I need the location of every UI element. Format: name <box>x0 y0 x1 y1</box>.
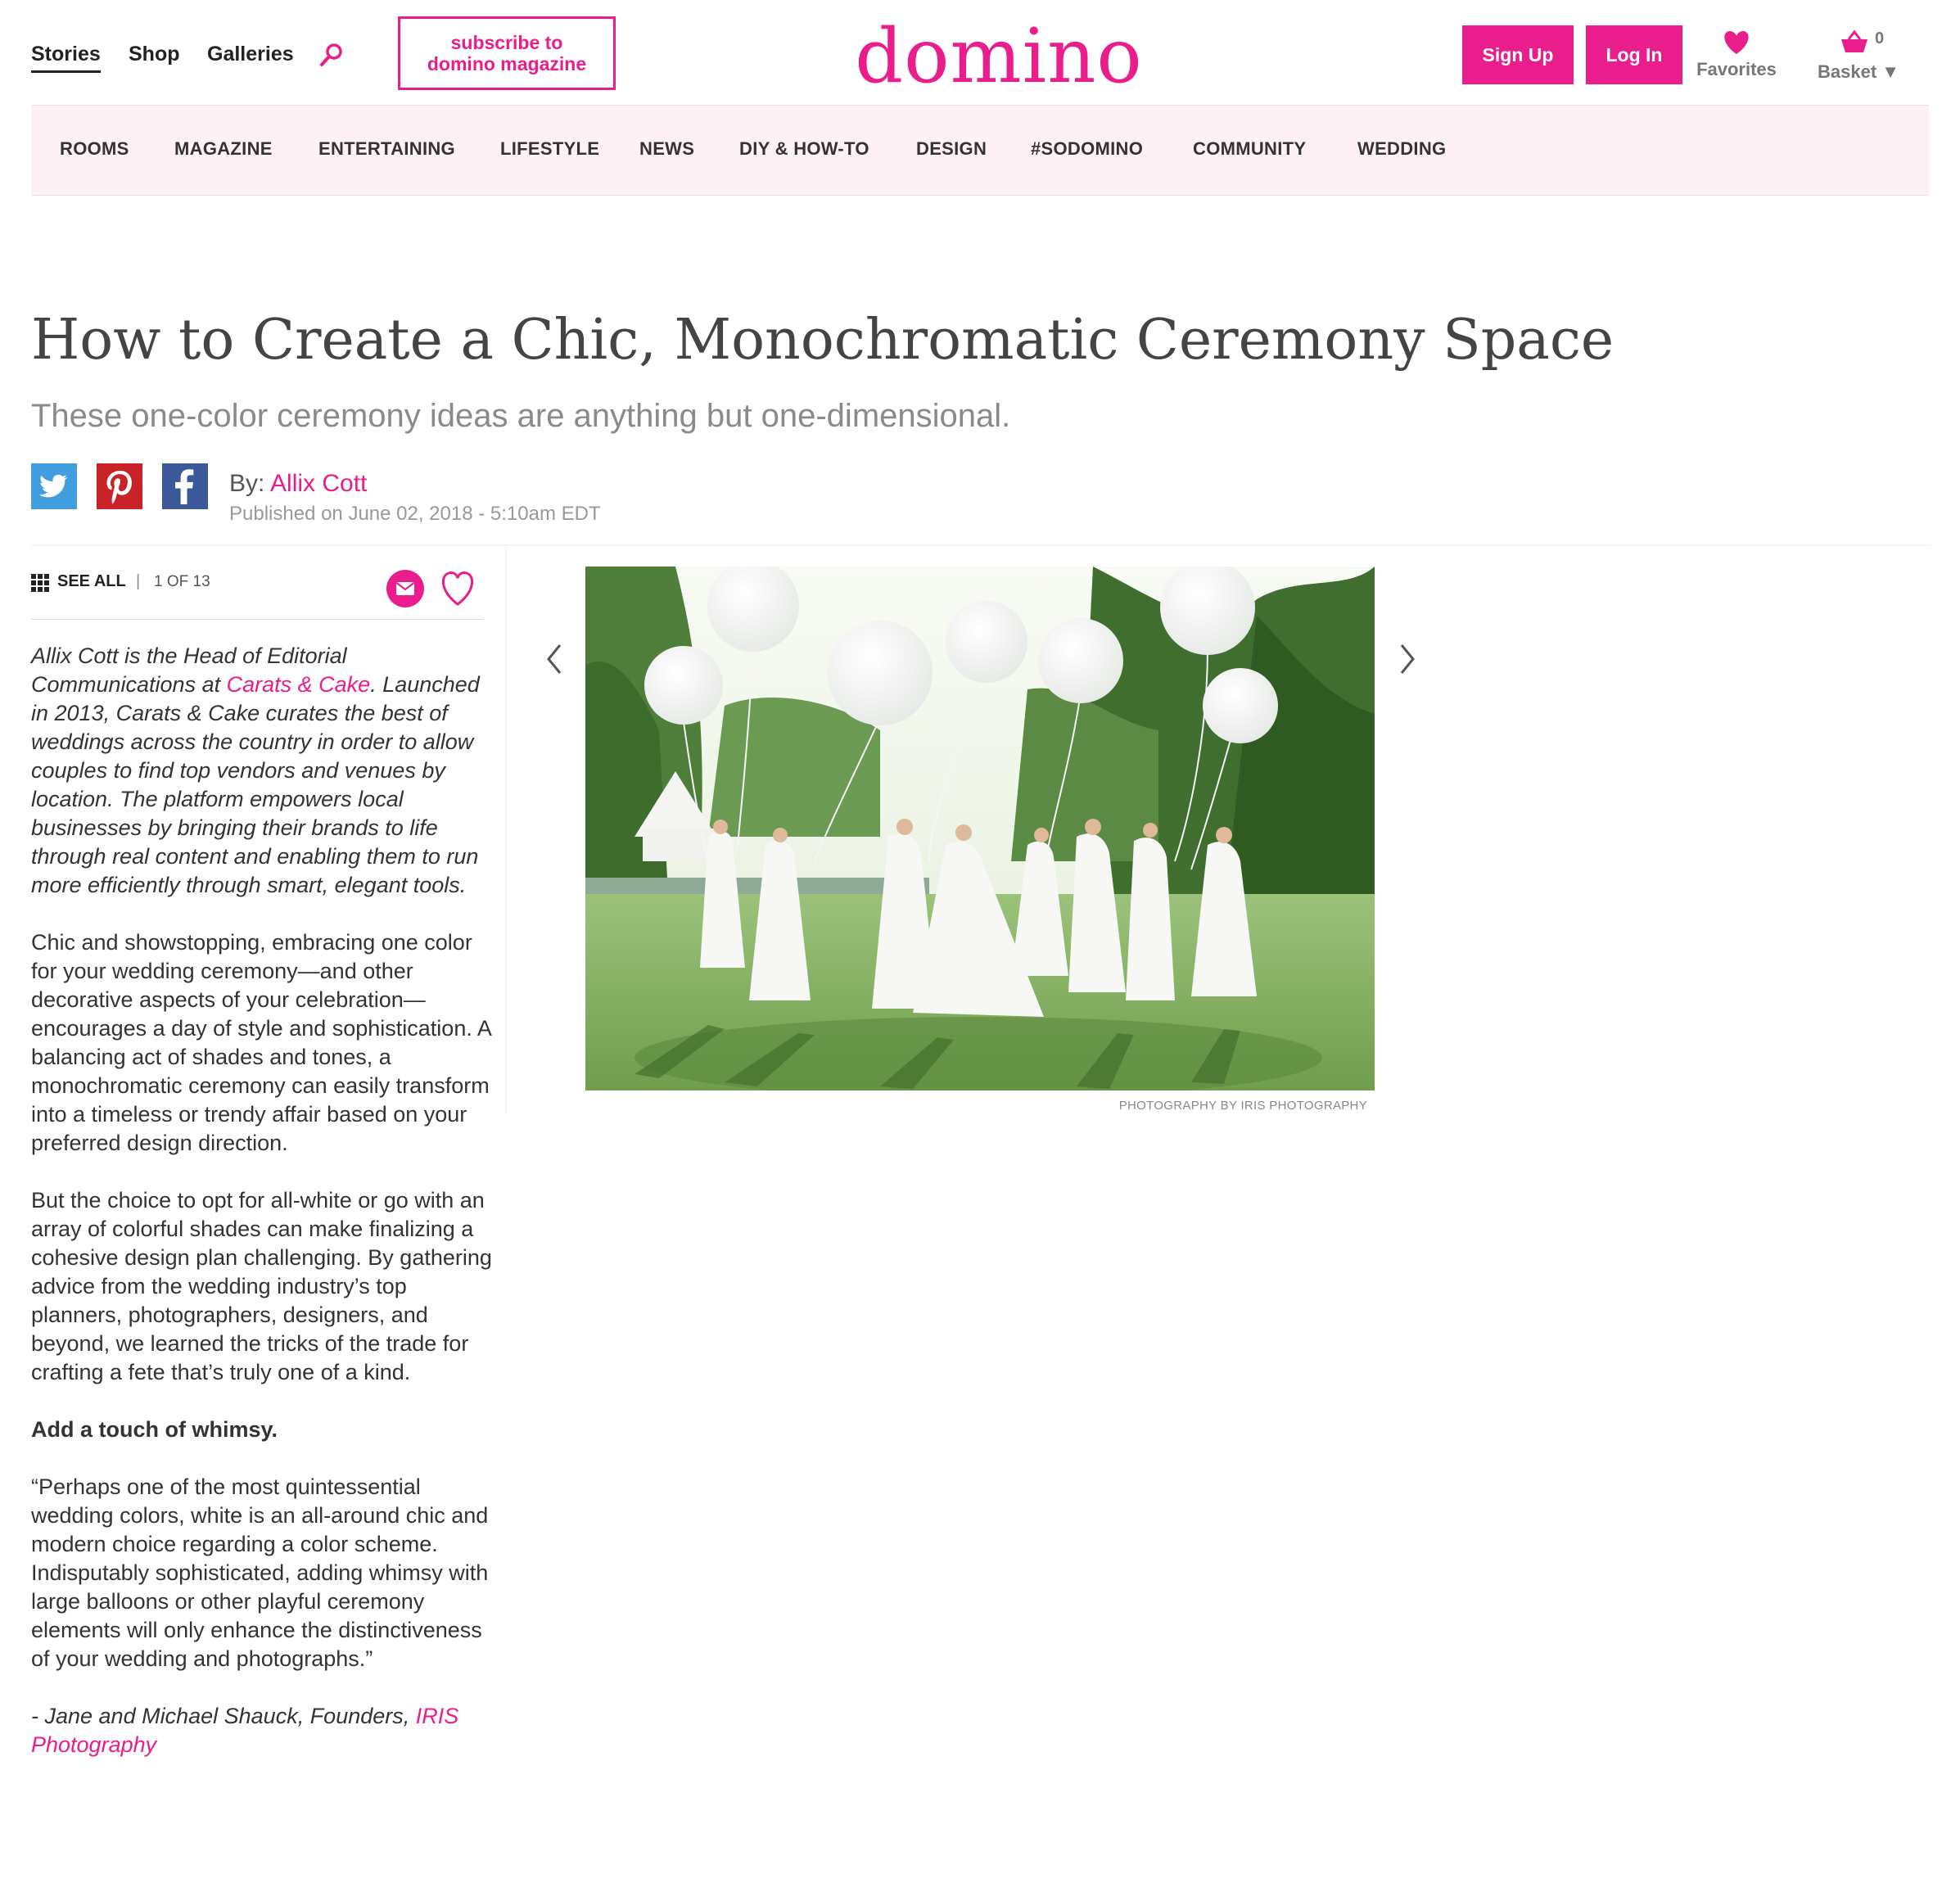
category-diy[interactable]: DIY & HOW-TO <box>739 138 869 159</box>
category-lifestyle[interactable]: LIFESTYLE <box>500 138 600 159</box>
sign-up-button[interactable]: Sign Up <box>1462 25 1574 84</box>
nav-link-galleries[interactable]: Galleries <box>207 43 294 65</box>
grid-icon[interactable] <box>31 574 49 592</box>
article-title: How to Create a Chic, Monochromatic Ceremony Space <box>31 308 1615 373</box>
mail-icon <box>386 570 424 607</box>
see-all-link[interactable]: SEE ALL <box>57 572 126 590</box>
section-subhead: Add a touch of whimsy. <box>31 1417 278 1442</box>
subscribe-line-2: domino magazine <box>427 53 587 75</box>
sidebar-divider <box>31 619 483 620</box>
counter-separator: | <box>136 572 141 590</box>
subscribe-button[interactable] <box>398 16 616 90</box>
author-link[interactable]: Allix Cott <box>270 470 368 497</box>
nav-link-stories[interactable]: Stories <box>31 43 101 73</box>
author-bio <box>31 642 498 900</box>
favorites-label[interactable]: Favorites <box>1696 59 1777 79</box>
basket-count: 0 <box>1875 29 1885 47</box>
pinterest-icon[interactable] <box>97 463 142 509</box>
meta-divider <box>31 544 1929 545</box>
article-body <box>31 642 498 1788</box>
quote: “Perhaps one of the most quintessential wedding colors, white is an all-around chic and modern choice regarding a color scheme. Indisputably sophisticated, adding whimsy with large balloons or other playful ceremony elements will only enhance the distinctiveness of your wedding and photographs.” <box>31 1474 489 1671</box>
photo-credit: PHOTOGRAPHY BY IRIS PHOTOGRAPHY <box>1118 1099 1367 1113</box>
column-divider <box>505 545 506 1113</box>
category-rooms[interactable]: ROOMS <box>60 138 129 159</box>
gallery-photo <box>585 567 1375 1091</box>
carats-cake-link[interactable]: Carats & Cake <box>226 672 371 697</box>
attribution-text: - Jane and Michael Shauck, Founders, <box>31 1704 416 1728</box>
bio-text-1: Allix Cott is the Head of Editorial Communications at <box>31 643 347 697</box>
search-icon[interactable] <box>318 41 345 69</box>
category-wedding[interactable]: WEDDING <box>1357 138 1447 159</box>
subscribe-line-1: subscribe to <box>450 32 563 53</box>
twitter-icon[interactable] <box>31 463 77 509</box>
chevron-right-icon[interactable] <box>1395 640 1420 678</box>
paragraph-2: But the choice to opt for all-white or go with an array of colorful shades can make finalizing a cohesive design plan challenging. By gathering advice from the wedding industry’s top planners, photographers, designers, and beyond, we learned the tricks of the trade for crafting a fete that’s truly one of a kind. <box>31 1188 492 1384</box>
nav-link-shop[interactable]: Shop <box>129 43 180 65</box>
category-community[interactable]: COMMUNITY <box>1193 138 1307 159</box>
chevron-left-icon[interactable] <box>542 640 567 678</box>
iris-photography-link[interactable]: IRIS Photography <box>31 1704 459 1757</box>
slide-counter: 1 OF 13 <box>154 573 210 590</box>
quote-attribution <box>31 1702 498 1759</box>
site-logo[interactable]: domino <box>855 12 1143 100</box>
published-date: Published on June 02, 2018 - 5:10am EDT <box>229 503 601 525</box>
byline <box>229 470 367 498</box>
category-sodomino[interactable]: #SODOMINO <box>1031 138 1144 159</box>
log-in-button[interactable]: Log In <box>1586 25 1682 84</box>
facebook-icon[interactable] <box>162 463 208 509</box>
category-magazine[interactable]: MAGAZINE <box>174 138 273 159</box>
byline-label: By: <box>229 470 271 497</box>
bio-text-2: . Launched in 2013, Carats & Cake curates the best of weddings across the country in order to allow couples to find top vendors and venues by location. The platform empowers local businesses by bringing their brands to life through real content and enabling them to run more efficiently through smart, elegant tools. <box>31 672 480 897</box>
article-dek: These one-color ceremony ideas are anything but one-dimensional. <box>31 398 1011 434</box>
basket-dropdown[interactable]: Basket ▼ <box>1818 61 1900 82</box>
category-nav <box>31 106 1929 196</box>
email-share-button[interactable] <box>386 570 424 607</box>
basket-icon[interactable] <box>1839 28 1870 56</box>
heart-icon[interactable] <box>1718 28 1755 56</box>
category-news[interactable]: NEWS <box>639 138 695 159</box>
paragraph-1: Chic and showstopping, embracing one color for your wedding ceremony—and other decorative aspects of your celebration—encourages a day of style and sophistication. A balancing act of shades and tones, a monochromatic ceremony can easily transform into a timeless or trendy affair based on your preferred design direction. <box>31 930 491 1155</box>
heart-outline-icon[interactable] <box>437 568 478 607</box>
category-design[interactable]: DESIGN <box>916 138 987 159</box>
category-entertaining[interactable]: ENTERTAINING <box>318 138 455 159</box>
